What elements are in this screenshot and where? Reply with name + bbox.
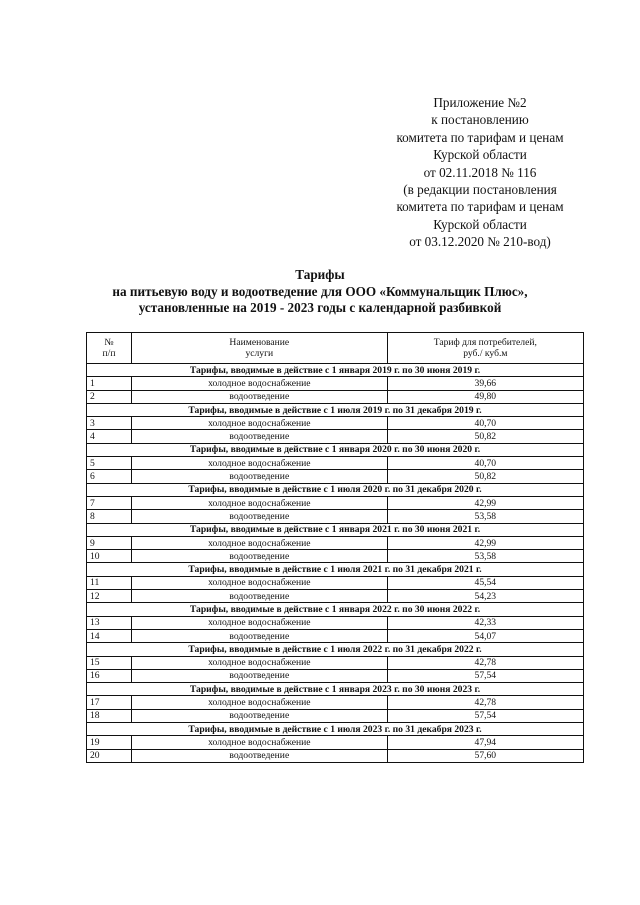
row-number: 20 [87,749,132,762]
table-row [87,457,584,470]
appendix-line: от 02.11.2018 № 116 [423,164,537,180]
table-row [87,590,584,603]
document-title [60,267,580,317]
service-name: водоотведение [131,669,387,682]
period-title: Тарифы, вводимые в действие с 1 января 2020 г. по 30 июня 2020 г. [87,443,584,456]
period-row [87,403,584,416]
header-value-line1: Тариф для потребителей, [433,336,537,348]
tariff-value: 42,33 [387,616,583,629]
service-name: холодное водоснабжение [131,496,387,509]
row-number: 7 [87,496,132,509]
period-title: Тарифы, вводимые в действие с 1 января 2022 г. по 30 июня 2022 г. [87,603,584,616]
header-name-line2: услуги [245,348,274,359]
period-row [87,364,584,377]
row-number: 18 [87,709,132,722]
service-name: водоотведение [131,749,387,762]
appendix-line: Приложение №2 [433,95,527,110]
service-name: водоотведение [131,590,387,603]
tariff-value: 42,99 [387,496,583,509]
period-title: Тарифы, вводимые в действие с 1 июля 2023 г. по 31 декабря 2023 г. [87,723,584,736]
row-number: 1 [87,377,132,390]
service-name: водоотведение [131,390,387,403]
appendix-line: комитета по тарифам и ценам [396,199,564,215]
period-row [87,563,584,576]
table-row [87,696,584,709]
tariff-value: 40,70 [387,417,583,430]
header-num [87,333,132,364]
appendix-line: комитета по тарифам и ценам [396,129,564,145]
period-title: Тарифы, вводимые в действие с 1 января 2019 г. по 30 июня 2019 г. [87,364,584,377]
title-line-3: установленные на 2019 - 2023 годы с календарной разбивкой [138,300,502,316]
service-name: холодное водоснабжение [131,656,387,669]
header-value [387,333,583,364]
row-number: 6 [87,470,132,483]
service-name: холодное водоснабжение [131,736,387,749]
appendix-block [360,94,600,251]
table-row [87,629,584,642]
row-number: 9 [87,536,132,549]
tariff-value: 54,23 [387,590,583,603]
service-name: водоотведение [131,709,387,722]
row-number: 4 [87,430,132,443]
table-row [87,669,584,682]
row-number: 12 [87,590,132,603]
row-number: 5 [87,457,132,470]
tariff-value: 57,54 [387,709,583,722]
period-row [87,443,584,456]
table-row [87,709,584,722]
header-name-line1: Наименование [229,336,290,348]
table-row [87,417,584,430]
title-line-1: Тарифы [295,267,345,282]
period-title: Тарифы, вводимые в действие с 1 января 2023 г. по 30 июня 2023 г. [87,683,584,696]
period-row [87,643,584,656]
service-name: водоотведение [131,629,387,642]
tariff-value: 42,99 [387,536,583,549]
appendix-line: к постановлению [431,112,529,128]
table-row [87,656,584,669]
period-row [87,723,584,736]
service-name: холодное водоснабжение [131,457,387,470]
period-title: Тарифы, вводимые в действие с 1 июля 2021 г. по 31 декабря 2021 г. [87,563,584,576]
row-number: 17 [87,696,132,709]
table-row [87,496,584,509]
service-name: водоотведение [131,470,387,483]
tariff-value: 42,78 [387,696,583,709]
row-number: 8 [87,510,132,523]
tariff-value: 47,94 [387,736,583,749]
service-name: холодное водоснабжение [131,696,387,709]
tariff-value: 45,54 [387,576,583,589]
tariff-value: 57,60 [387,749,583,762]
service-name: холодное водоснабжение [131,536,387,549]
period-title: Тарифы, вводимые в действие с 1 июля 2020 г. по 31 декабря 2020 г. [87,483,584,496]
row-number: 14 [87,629,132,642]
tariff-value: 50,82 [387,470,583,483]
appendix-line: Курской области [433,147,527,163]
header-num-line2: п/п [102,348,116,359]
table-row [87,550,584,563]
period-title: Тарифы, вводимые в действие с 1 января 2021 г. по 30 июня 2021 г. [87,523,584,536]
period-title: Тарифы, вводимые в действие с 1 июля 2022 г. по 31 декабря 2022 г. [87,643,584,656]
row-number: 15 [87,656,132,669]
tariff-value: 50,82 [387,430,583,443]
service-name: водоотведение [131,430,387,443]
table-row [87,377,584,390]
service-name: водоотведение [131,510,387,523]
period-row [87,523,584,536]
table-row [87,430,584,443]
table-row [87,736,584,749]
table-row [87,576,584,589]
tariff-value: 42,78 [387,656,583,669]
service-name: холодное водоснабжение [131,616,387,629]
table-body [87,364,584,763]
service-name: водоотведение [131,550,387,563]
tariff-value: 53,58 [387,510,583,523]
tariff-value: 57,54 [387,669,583,682]
table-row [87,749,584,762]
period-title: Тарифы, вводимые в действие с 1 июля 2019 г. по 31 декабря 2019 г. [87,403,584,416]
tariff-value: 40,70 [387,457,583,470]
table-row [87,510,584,523]
period-row [87,683,584,696]
header-value-line2: руб./ куб.м [463,348,508,359]
table-row [87,470,584,483]
table-header-row [87,333,584,364]
table-row [87,616,584,629]
tariff-value: 53,58 [387,550,583,563]
row-number: 16 [87,669,132,682]
row-number: 19 [87,736,132,749]
row-number: 10 [87,550,132,563]
service-name: холодное водоснабжение [131,377,387,390]
header-num-line1: № [104,336,114,348]
title-line-2: на питьевую воду и водоотведение для ООО «Коммунальщик Плюс», [112,283,528,299]
row-number: 2 [87,390,132,403]
appendix-line: от 03.12.2020 № 210-вод) [409,234,551,250]
tariff-table [86,332,584,763]
row-number: 13 [87,616,132,629]
table-row [87,536,584,549]
table-row [87,390,584,403]
row-number: 3 [87,417,132,430]
appendix-line: Курской области [433,216,527,232]
period-row [87,603,584,616]
service-name: холодное водоснабжение [131,417,387,430]
tariff-value: 54,07 [387,629,583,642]
appendix-line: (в редакции постановления [403,182,557,198]
tariff-value: 49,80 [387,390,583,403]
row-number: 11 [87,576,132,589]
service-name: холодное водоснабжение [131,576,387,589]
period-row [87,483,584,496]
tariff-value: 39,66 [387,377,583,390]
header-name [131,333,387,364]
